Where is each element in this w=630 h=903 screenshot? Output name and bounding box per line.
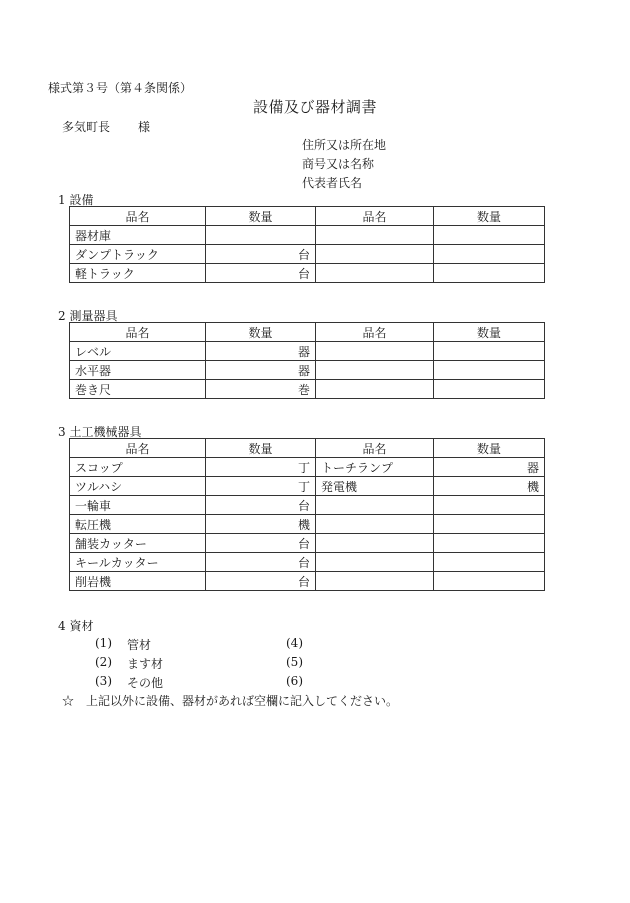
item-name-cell[interactable]: トーチランプ [316, 458, 434, 477]
table-row [70, 380, 545, 399]
item-name-cell[interactable]: レベル [70, 342, 206, 361]
document-title: 設備及び器材調書 [252, 98, 377, 116]
material-label: ます材 [127, 657, 164, 671]
header-item-name: 品名 [316, 323, 434, 342]
quantity-cell[interactable]: 台 [206, 572, 316, 591]
header-item-name: 品名 [316, 439, 434, 458]
addressee-honorific: 様 [138, 120, 151, 134]
applicant-company-label: 商号又は名称 [302, 157, 375, 171]
applicant-representative-label: 代表者氏名 [302, 176, 363, 190]
quantity-cell[interactable]: 器 [206, 361, 316, 380]
table-row [70, 226, 545, 245]
table-header-row [70, 323, 545, 342]
item-name-cell[interactable]: ダンプトラック [70, 245, 206, 264]
quantity-cell[interactable]: 機 [434, 477, 545, 496]
item-name-cell[interactable]: 舗装カッター [70, 534, 206, 553]
material-label: その他 [127, 676, 164, 690]
quantity-cell[interactable] [206, 226, 316, 245]
table-row [70, 515, 545, 534]
item-name-cell[interactable]: 器材庫 [70, 226, 206, 245]
quantity-cell[interactable]: 台 [206, 496, 316, 515]
material-number: (4) [286, 636, 303, 650]
quantity-cell[interactable] [434, 264, 545, 283]
quantity-cell[interactable] [434, 572, 545, 591]
quantity-cell[interactable] [434, 534, 545, 553]
quantity-cell[interactable] [434, 496, 545, 515]
section-title-survey-tools: 2 測量器具 [58, 309, 118, 323]
quantity-cell[interactable] [434, 342, 545, 361]
table-row [70, 264, 545, 283]
item-name-cell[interactable] [316, 553, 434, 572]
header-item-name: 品名 [70, 439, 206, 458]
quantity-cell[interactable]: 台 [206, 534, 316, 553]
equipment-table [69, 206, 545, 283]
quantity-cell[interactable]: 機 [206, 515, 316, 534]
material-number: (5) [286, 655, 303, 669]
header-quantity: 数量 [434, 439, 545, 458]
table-row [70, 342, 545, 361]
form-number: 様式第３号（第４条関係） [48, 81, 193, 95]
table-row [70, 534, 545, 553]
quantity-cell[interactable]: 台 [206, 264, 316, 283]
table-row [70, 572, 545, 591]
header-quantity: 数量 [206, 207, 316, 226]
material-number: (2) [95, 655, 112, 669]
material-number: (3) [95, 674, 112, 688]
section-title-materials: 4 資材 [58, 619, 94, 633]
quantity-cell[interactable] [434, 515, 545, 534]
item-name-cell[interactable]: 軽トラック [70, 264, 206, 283]
item-name-cell[interactable]: 削岩機 [70, 572, 206, 591]
header-item-name: 品名 [70, 207, 206, 226]
quantity-cell[interactable]: 丁 [206, 477, 316, 496]
item-name-cell[interactable] [316, 245, 434, 264]
quantity-cell[interactable]: 器 [434, 458, 545, 477]
table-row [70, 553, 545, 572]
item-name-cell[interactable] [316, 496, 434, 515]
table-row [70, 477, 545, 496]
quantity-cell[interactable]: 台 [206, 553, 316, 572]
header-quantity: 数量 [206, 323, 316, 342]
header-quantity: 数量 [434, 207, 545, 226]
item-name-cell[interactable]: ツルハシ [70, 477, 206, 496]
quantity-cell[interactable] [434, 245, 545, 264]
material-number: (6) [286, 674, 303, 688]
table-row [70, 496, 545, 515]
footnote: ☆ 上記以外に設備、器材があれば空欄に記入してください。 [62, 694, 399, 708]
item-name-cell[interactable] [316, 264, 434, 283]
section-title-earthwork-machinery: 3 土工機械器具 [58, 425, 142, 439]
header-quantity: 数量 [434, 323, 545, 342]
quantity-cell[interactable]: 器 [206, 342, 316, 361]
survey-tools-table [69, 322, 545, 399]
quantity-cell[interactable] [434, 361, 545, 380]
item-name-cell[interactable] [316, 226, 434, 245]
item-name-cell[interactable] [316, 534, 434, 553]
section-title-equipment: 1 設備 [58, 193, 94, 207]
earthwork-machinery-table [69, 438, 545, 591]
table-header-row [70, 207, 545, 226]
item-name-cell[interactable]: キールカッター [70, 553, 206, 572]
header-item-name: 品名 [70, 323, 206, 342]
header-item-name: 品名 [316, 207, 434, 226]
item-name-cell[interactable]: 巻き尺 [70, 380, 206, 399]
addressee [62, 118, 150, 135]
item-name-cell[interactable] [316, 342, 434, 361]
item-name-cell[interactable]: 水平器 [70, 361, 206, 380]
item-name-cell[interactable]: 一輪車 [70, 496, 206, 515]
header-quantity: 数量 [206, 439, 316, 458]
item-name-cell[interactable] [316, 380, 434, 399]
quantity-cell[interactable] [434, 553, 545, 572]
addressee-name: 多気町長 [62, 120, 111, 134]
table-row [70, 245, 545, 264]
item-name-cell[interactable] [316, 515, 434, 534]
quantity-cell[interactable]: 丁 [206, 458, 316, 477]
table-row [70, 361, 545, 380]
item-name-cell[interactable]: スコップ [70, 458, 206, 477]
quantity-cell[interactable] [434, 380, 545, 399]
table-header-row [70, 439, 545, 458]
item-name-cell[interactable] [316, 572, 434, 591]
quantity-cell[interactable] [434, 226, 545, 245]
table-row [70, 458, 545, 477]
applicant-address-label: 住所又は所在地 [302, 138, 387, 152]
quantity-cell[interactable]: 台 [206, 245, 316, 264]
item-name-cell[interactable]: 発電機 [316, 477, 434, 496]
material-label: 管材 [127, 638, 152, 652]
item-name-cell[interactable]: 転圧機 [70, 515, 206, 534]
item-name-cell[interactable] [316, 361, 434, 380]
material-number: (1) [95, 636, 112, 650]
quantity-cell[interactable]: 巻 [206, 380, 316, 399]
